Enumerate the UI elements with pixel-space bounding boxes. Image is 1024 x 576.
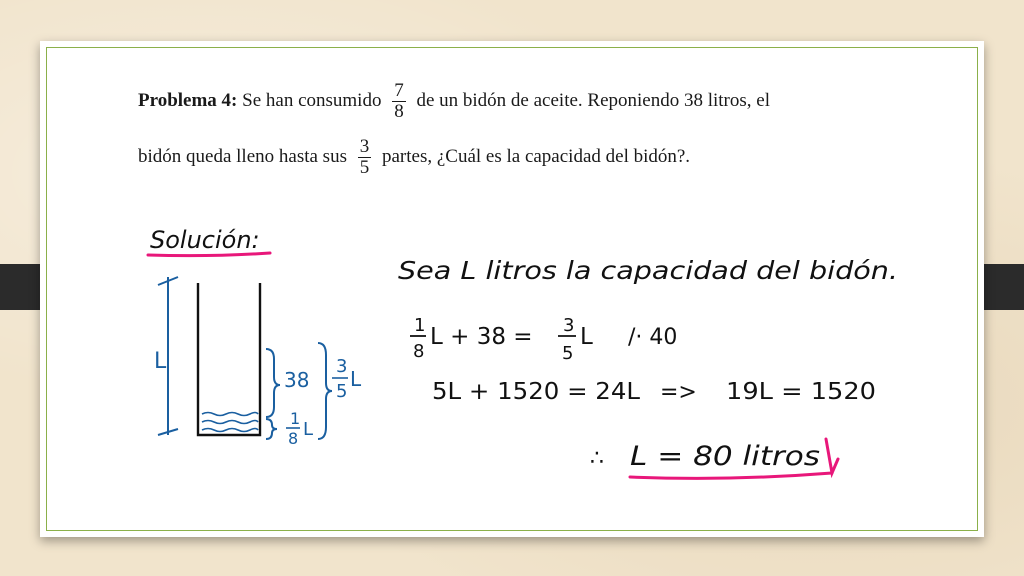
problem-text-1: Se han consumido: [242, 89, 382, 111]
result-bracket: [826, 439, 838, 473]
problem-text-3: bidón queda lleno hasta sus: [138, 145, 347, 167]
fraction-numerator: 3: [359, 136, 370, 157]
fraction-numerator: 7: [394, 80, 404, 101]
oil-surface-wave-1: [202, 413, 258, 416]
eq2-right: 19L = 1520: [726, 379, 876, 405]
label-total-num: 3: [336, 356, 348, 377]
problem-text-2: de un bidón de aceite. Reponiendo 38 litros, el: [416, 89, 770, 111]
equation-1: [410, 315, 677, 364]
result-text: L = 80 litros: [630, 441, 820, 472]
eq1-lhs-num: 1: [414, 315, 426, 336]
eq1-lhs-den: 8: [413, 341, 425, 362]
fraction-denominator: 5: [359, 156, 370, 178]
label-frac-num: 1: [290, 409, 301, 428]
oil-surface-wave-2: [202, 421, 258, 424]
problem-label: Problema 4:: [138, 89, 238, 111]
eq2-left: 5L + 1520 = 24L: [432, 379, 641, 405]
result-prefix: ∴: [590, 446, 604, 471]
problem-text-4: partes, ¿Cuál es la capacidad del bidón?.: [381, 145, 691, 167]
fraction-denominator: 8: [394, 100, 404, 122]
brace-one-eighth: [266, 419, 277, 439]
container-diagram: [154, 277, 362, 448]
slide: [40, 41, 984, 537]
brace-38: [266, 349, 280, 417]
label-frac-var: L: [303, 419, 314, 440]
result: [590, 439, 838, 478]
label-total-den: 5: [336, 381, 348, 402]
eq1-middle: L + 38 =: [430, 324, 533, 350]
handwritten-solution: [40, 41, 984, 537]
solution-title: Solución:: [150, 226, 260, 254]
label-frac-den: 8: [288, 429, 299, 448]
eq1-rhs-num: 3: [563, 315, 575, 336]
eq1-rhs-den: 5: [562, 343, 574, 364]
eq2-arrow: =>: [660, 380, 697, 405]
solution-statement: Sea L litros la capacidad del bidón.: [398, 256, 898, 285]
eq1-rhs-var: L: [580, 324, 593, 350]
label-total-var: L: [350, 367, 362, 391]
side-label-l: L: [154, 349, 167, 374]
eq1-multiplier: /· 40: [628, 325, 678, 350]
result-underline: [630, 473, 832, 478]
label-38: 38: [284, 368, 310, 392]
oil-surface-wave-3: [202, 429, 258, 432]
brace-three-fifths: [318, 343, 332, 439]
equation-2: [432, 379, 876, 405]
